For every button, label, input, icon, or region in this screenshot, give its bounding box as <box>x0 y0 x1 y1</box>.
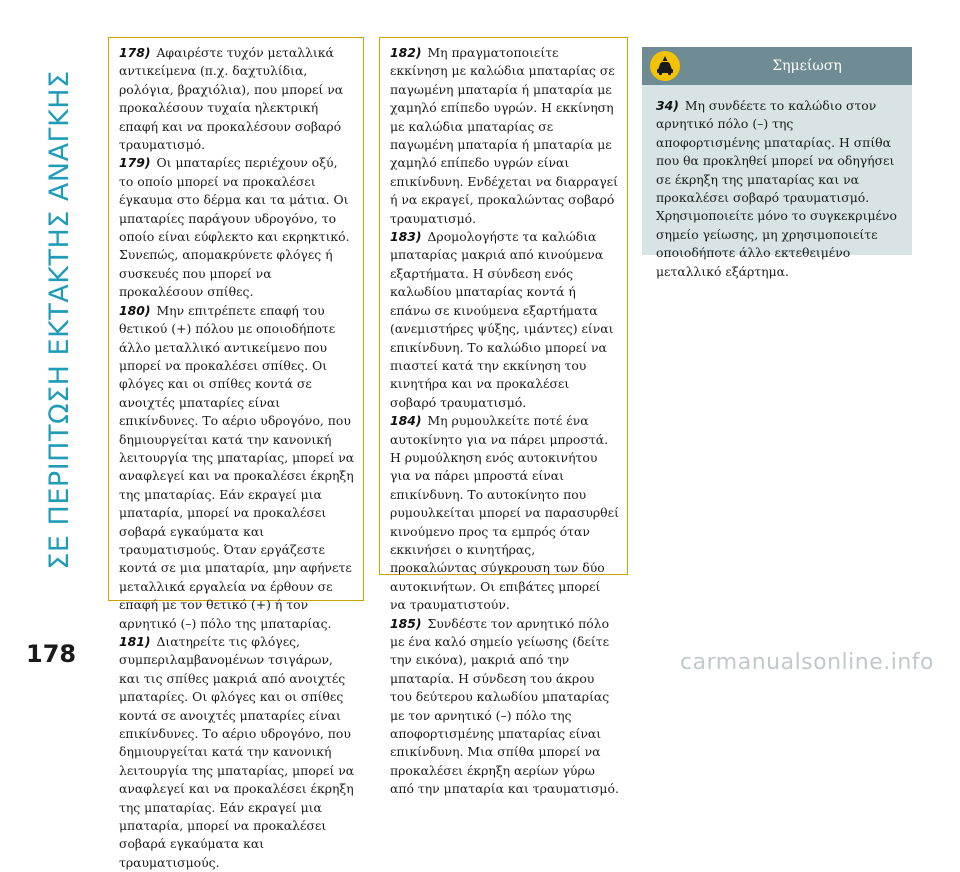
section-side-tab <box>0 0 75 640</box>
warning-text: Συνδέστε τον αρνητικό πόλο με ένα καλό σημείο γείωσης (δείτε την εικόνα), μακριά από την μπαταρία. Η σύνδεση του άκρου του δεύτερου καλωδίου μπαταρίας με τον αρνητικό (–) πόλο της αποφορτισμένης μπαταρίας είναι επικίνδυνη. Μια σπίθα μπορεί να προκαλέσει έκρηξη αερίων γύρω από την μπαταρία και τραυματισμό. <box>390 615 619 797</box>
warning-number: 181) <box>119 634 151 649</box>
warning-paragraph <box>119 302 355 633</box>
note-text: Μη συνδέετε το καλώδιο στον αρνητικό πόλο (–) της αποφορτισμένης μπαταρίας. Η σπίθα που θα προκληθεί μπορεί να οδηγήσει σε έκρηξη της μπαταρίας και να προκαλέσει σοβαρό τραυματισμό. Χρησιμοποιείτε μόνο το συγκεκριμένο σημείο γείωσης, μη χρησιμοποιείτε οποιοδήποτε άλλο εκτεθειμένο μεταλλικό εξάρτημα. <box>656 98 897 279</box>
warning-number: 178) <box>119 45 151 60</box>
warning-paragraph <box>119 44 355 154</box>
warnings-column-left <box>108 37 364 870</box>
warning-text: Μη πραγματοποιείτε εκκίνηση με καλώδια μπαταρίας σε παγωμένη μπαταρία ή μπαταρία με χαμηλό επίπεδο υγρών. Η εκκίνηση με καλώδια μπαταρίας σε παγωμένη μπαταρία ή μπαταρία με χαμηλό επίπεδο υγρών είναι επικίνδυνη. Ενδέχεται να διαρραγεί ή να εκραγεί, προκαλώντας σοβαρό τραυματισμό. <box>390 45 618 226</box>
note-header <box>642 47 912 85</box>
warning-paragraph <box>390 228 619 412</box>
warnings-column-middle <box>379 37 628 797</box>
warning-number: 185) <box>390 615 422 631</box>
warning-number: 184) <box>390 413 422 429</box>
warning-text: Οι μπαταρίες περιέχουν οξύ, το οποίο μπορεί να προκαλέσει έγκαυμα στο δέρμα και τα μάτια. Οι μπαταρίες παράγουν υδρογόνο, το οποίο είναι εύφλεκτο και εκρηκτικό. Συνεπώς, απομακρύνετε φλόγες ή συσκευές που μπορεί να προκαλέσουν σπίθες. <box>119 155 350 300</box>
warning-number: 182) <box>390 45 422 60</box>
watermark: carmanualsonline.info <box>680 650 934 675</box>
warning-paragraph <box>390 412 619 614</box>
section-title: ΣΕ ΠΕΡΙΠΤΩΣΗ ΕΚΤΑΚΤΗΣ ΑΝΑΓΚΗΣ <box>44 70 75 570</box>
warning-paragraph <box>390 44 619 228</box>
warning-text: Διατηρείτε τις φλόγες, συμπεριλαμβανομένων τσιγάρων, και τις σπίθες μακριά από ανοιχτές μπαταρίες. Οι φλόγες και οι σπίθες κοντά σε ανοιχτές μπαταρίες είναι επικίνδυνες. Το αέριο υδρογόνο, που δημιουργείται κατά την κανονική λειτουργία της μπαταρίας, μπορεί να αναφλεγεί και να προκαλέσει έκρηξη της μπαταρίας. Εάν εκραγεί μια μπαταρία, μπορεί να προκαλέσει σοβαρά εγκαύματα και τραυματισμούς. <box>119 634 355 870</box>
warning-number: 183) <box>390 229 422 245</box>
warning-paragraph <box>390 615 619 799</box>
warning-text: Δρομολογήστε τα καλώδια μπαταρίας μακριά από κινούμενα εξαρτήματα. Η σύνδεση ενός καλωδίου μπαταρίας κοντά ή επάνω σε κινούμενα εξαρτήματα (ανεμιστήρες ψύξης, ιμάντες) είναι επικίνδυνη. Το καλώδιο μπορεί να πιαστεί κατά την εκκίνηση του κινητήρα και να προκαλέσει σοβαρό τραυματισμό. <box>390 229 614 410</box>
note-number: 34) <box>656 98 679 113</box>
car-warning-icon <box>650 51 680 81</box>
note-body <box>642 85 912 279</box>
warning-number: 180) <box>119 302 151 318</box>
warning-text: Μην επιτρέπετε επαφή του θετικού (+) πόλου με οποιοδήποτε άλλο μεταλλικό αντικείμενο που μπορεί να προκαλέσει σπίθες. Οι φλόγες και οι σπίθες κοντά σε ανοιχτές μπαταρίες είναι επικίνδυνες. Το αέριο υδρογόνο, που δημιουργείται κατά την κανονική λειτουργία της μπαταρίας, μπορεί να αναφλεγεί και να προκαλέσει έκρηξη της μπαταρίας. Εάν εκραγεί μια μπαταρία, μπορεί να προκαλέσει σοβαρά εγκαύματα και τραυματισμούς. Όταν εργάζεστε κοντά σε μια μπαταρία, μην αφήνετε μεταλλικά εργαλεία να έρθουν σε επαφή με τον θετικό (+) ή τον αρνητικό (–) πόλο της μπαταρίας. <box>119 302 355 631</box>
warning-text: Μη ρυμουλκείτε ποτέ ένα αυτοκίνητο για να πάρει μπροστά. Η ρυμούλκηση ενός αυτοκινήτου για να πάρει μπροστά είναι επικίνδυνη. Το αυτοκίνητο που ρυμουλκείται μπορεί να παρασυρθεί κινούμενο προς τα εμπρός όταν εκκινήσει ο κινητήρας, προκαλώντας σύγκρουση των δύο αυτοκινήτων. Οι επιβάτες μπορεί να τραυματιστούν. <box>390 413 619 613</box>
warning-paragraph <box>119 154 355 301</box>
page-number: 178 <box>26 640 77 668</box>
warning-paragraph <box>119 633 355 872</box>
note-title: Σημείωση <box>772 58 842 74</box>
warning-text: Αφαιρέστε τυχόν μεταλλικά αντικείμενα (π.χ. δαχτυλίδια, ρολόγια, βραχιόλια), που μπορεί να προκαλέσουν τυχαία ηλεκτρική επαφή και να προκαλέσουν σοβαρό τραυματισμό. <box>119 45 344 153</box>
warning-number: 179) <box>119 155 151 171</box>
